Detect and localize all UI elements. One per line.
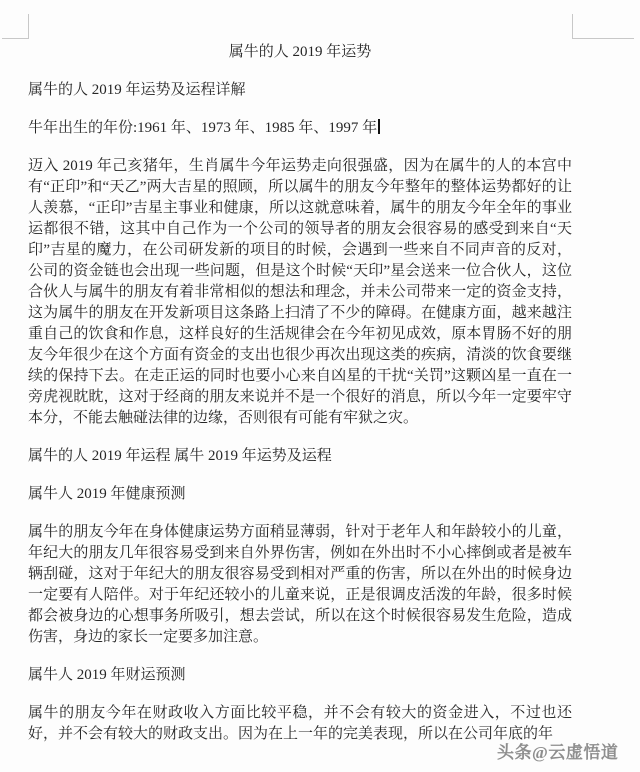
- page-title[interactable]: 属牛的人 2019 年运势: [228, 44, 372, 60]
- margin-mark-top-left: [28, 14, 29, 39]
- yuncheng-section-heading[interactable]: 属牛的人 2019 年运程 属牛 2019 年运势及运程: [28, 448, 332, 464]
- health-section-heading[interactable]: 属牛人 2019 年健康预测: [28, 486, 186, 502]
- text-cursor: [378, 119, 380, 134]
- overview-paragraph[interactable]: 迈入 2019 年己亥猪年，生肖属牛今年运势走向很强盛，因为在属牛的人的本宫中有“正印”和“天乙”两大吉星的照顾，所以属牛的朋友今年整年的整体运势都好的让人羡慕，“正印”吉星主事业和健康，所以这就意味着，属牛的朋友今年全年的事业运都很不错，这其中自己作为一个公司的领导者的朋友会很容易的感受到来自“天印”吉星的魔力，在公司研发新的项目的时候，会遇到一些来自不同声音的反对，公司的资金链也会出现一些问题，但是这个时候“天印”星会送来一位合伙人，这位合伙人与属牛的朋友有着非常相似的想法和理念，并未公司带来一定的资金支持，这为属牛的朋友在开发新项目这条路上扫清了不少的障碍。在健康方面，越来越注重自己的饮食和作息，这样良好的生活规律会在今年初见成效，原本胃肠不好的朋友今年很少在这个方面有资金的支出也很少再次出现这类的疾病，清淡的饮食要继续的保持下去。在走正运的同时也要小心来自凶星的干扰“关罚”这颗凶星一直在一旁虎视眈眈，这对于经商的朋友来说并不是一个很好的消息，所以今年一定要牢守本分，不能去触碰法律的边缘，否则很有可能有牢狱之灾。: [28, 158, 572, 426]
- margin-mark-top-right: [572, 14, 573, 39]
- birth-years-line[interactable]: [28, 118, 572, 139]
- margin-mark-top-left: [2, 38, 29, 39]
- intro-heading[interactable]: 属牛的人 2019 年运势及运程详解: [28, 82, 246, 98]
- document-body[interactable]: [28, 38, 572, 762]
- birth-years-text[interactable]: 牛年出生的年份:1961 年、1973 年、1985 年、1997 年: [28, 120, 378, 136]
- wealth-section-heading[interactable]: 属牛人 2019 年财运预测: [28, 667, 186, 683]
- health-paragraph[interactable]: 属牛的朋友今年在身体健康运势方面稍显薄弱，针对于老年人和年龄较小的儿童，年纪大的朋友几年很容易受到来自外界伤害，例如在外出时不小心摔倒或者是被车辆刮碰，这对于年纪大的朋友很容易受到相对严重的伤害，所以在外出的时候身边一定要有人陪伴。对于年纪还较小的儿童来说，正是很调皮活泼的年龄，很多时候都会被身边的心想事务所吸引，想去尝试，所以在这个时候很容易发生危险，造成伤害，身边的家长一定要多加注意。: [28, 524, 572, 645]
- margin-mark-top-right: [572, 38, 634, 39]
- wealth-paragraph[interactable]: 属牛的朋友今年在财政收入方面比较平稳，并不会有较大的资金进入，不过也还好，并不会有较大的财政支出。因为在上一年的完美表现，所以在公司年底的年: [28, 705, 572, 742]
- watermark: 头条@云虚悟道: [497, 743, 619, 762]
